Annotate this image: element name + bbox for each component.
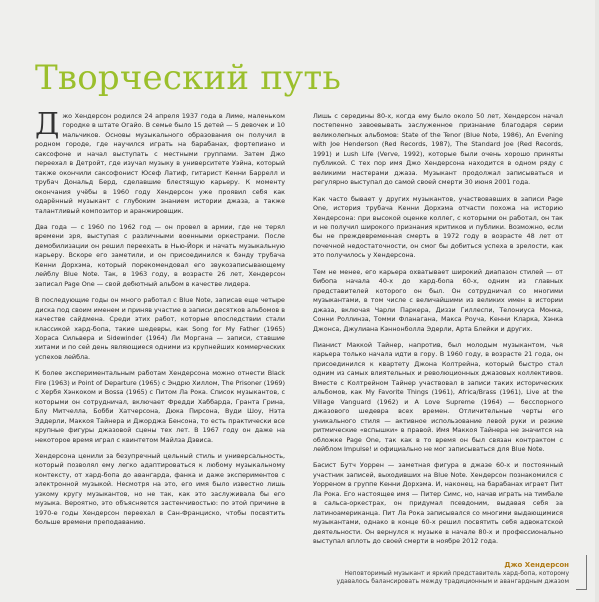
paragraph: Джо Хендерсон родился 24 апреля 1937 года в Лиме, маленьком городке в штате Огайо. В семье было 15 детей — 5 девочек и 10 мальчиков. Основы музыкального образования он получил в родном городе, где научился играть на барабанах, фортепиано и саксофоне и начал выступать с местными группами. Затем Джо переехал в Детройт, где изучал музыку в университете Уэйна, который также окончили саксофонист Юсеф Латиф, гитарист Кенни Баррелл и трубач Дональд Берд, сделавшие блестящую карьеру. К моменту окончания учёбы в 1960 году Хендерсон уже проявил себя как одарённый музыкант с глубоким знанием истории джаза, а также талантливый композитор и аранжировщик. [35, 107, 285, 215]
paragraph: Два года — с 1960 по 1962 год — он провел в армии, где не терял времени зря, выступая с различными военными оркестрами. После демобилизации он решил переехать в Нью-Йорк и начать музыкальную карьеру. Вскоре его заметили, и он присоединился к бэнду трубача Кенни Дорхэма, который порекомендовал его звукозаписывающему лейблу Blue Note. Так, в 1963 году, в возрасте 26 лет, Хендерсон записал Page One — свой дебютный альбом в качестве лидера. [35, 222, 285, 288]
paragraph: Как часто бывает у других музыкантов, участвовавших в записи Page One, история трубача Кенни Дорхэма отчасти похожа на историю Хендерсона: при высокой оценке коллег, с которыми он работал, он так и не получил широкого признания критиков и публики. Возможно, если бы не преждевременная смерть в 1972 году в возрасте 48 лет от почечной недостаточности, он смог бы добиться успеха в зрелости, как это получилось у Хендерсона. [313, 194, 563, 260]
paragraph: Пианист Маккой Тайнер, напротив, был молодым музыкантом, чья карьера только начала идти в гору. В 1960 году, в возрасте 21 года, он присоединился к квартету Джона Колтрейна, который быстро стал одним из самых влиятельных и революционных джазовых коллективов. Вместе с Колтрейном Тайнер участвовал в записи таких исторических альбомов, как My Favorite Things (1961), Africa/Brass (1961), Live at the Village Vanguard (1962) и A Love Supreme (1964) — бесспорного джазового шедевра всех времен. Отличительные черты его уникального стиля — активное использование левой руки и резкие ритмические «вспышки» в правой. Имя Маккоя Тайнера не значится на обложке Page One, так как в то время он был связан контрактом с лейблом Impulse! и официально не мог записываться для Blue Note. [313, 340, 563, 453]
paragraph: Лишь с середины 80-х, когда ему было около 50 лет, Хендерсон начал постепенно завоевывать заслуженное признание благодаря серии великолепных альбомов: State of the Tenor (Blue Note, 1986), An Evening with Joe Henderson (Red Records, 1987), The Standard Joe (Red Records, 1991) и Lush Life (Verve, 1992), которые были очень хорошо приняты публикой. С тех пор имя Джо Хендерсона находится в одном ряду с великими мастерами джаза. Музыкант продолжал записываться и регулярно выступал до самой своей смерти 30 июня 2001 года. [313, 112, 563, 187]
caption-text: Неповторимый музыкант и яркий представитель хард-бопа, которому удавалось балансировать между традиционным и авангардным джазом [336, 570, 569, 585]
photo-caption [319, 560, 569, 586]
left-column [35, 107, 285, 535]
paragraph: Басист Бутч Уоррен — заметная фигура в джазе 60-х и постоянный участник записей, выходивших на Blue Note. Хендерсон познакомился с Уорреном в группе Кенни Дорхэма. И, наконец, на барабанах играет Пит Ла Рока. Его настоящее имя — Питер Симс, но, начав играть на тимбале в сальса-оркестрах, он придумал псевдоним, выдавая себя за латиноамериканца. Пит Ла Рока записывался со многими выдающимися музыкантами, однако в конце 60-х решил посвятить себя адвокатской деятельности. Он вернулся к музыке в начале 80-х и профессионально выступал вплоть до своей смерти в ноябре 2012 года. [313, 461, 563, 546]
page-edge [595, 0, 599, 602]
paragraph: В последующие годы он много работал с Blue Note, записав еще четыре диска под своим именем и приняв участие в записи десятков альбомов в качестве сайдмена. Среди этих работ, которые впоследствии стали классикой хард-бопа, такие шедевры, как Song for My Father (1965) Хораса Сильвера и Sidewinder (1964) Ли Моргана — записи, ставшие хитами и по сей день являющиеся одними из крупнейших коммерческих успехов лейбла. [35, 296, 285, 361]
right-column [313, 112, 563, 553]
paragraph: К более экспериментальным работам Хендерсона можно отнести Black Fire (1963) и Point of Departure (1965) с Эндрю Хиллом, The Prisoner (1969) с Хербя Хэнкоком и Bossa (1965) с Питом Ла Рока. Список музыкантов, с которыми он сотрудничал, включает Фредди Хаббарда, Гранта Грина, Блу Митчелла, Бобби Хатчерсона, Дюка Пирсона, Вуди Шоу, Нэта Эддерли, Маккоя Тайнера и Джорджа Бенсона, то есть практически все крупные фигуры джазовой сцены тех лет. В 1967 году он даже на некоторое время играл с квинтетом Майлза Дэвиса. [35, 369, 285, 444]
caption-name: Джо Хендерсон [504, 561, 569, 569]
corner-mark [576, 555, 587, 590]
paragraph: Тем не менее, его карьера охватывает широкий диапазон стилей — от бибопа начала 40-х до хард-бопа 60-х, одним из главных представителей которого он был. Он сотрудничал со многими музыкантами, в том числе с величайшими из великих имен в истории джаза, включая Чарли Паркера, Диззи Гиллеспи, Телониуса Монка, Сонни Роллинза, Томми Фланагана, Макса Роуча, Кенни Кларка, Хэнка Джонса, Джулиана Кэннонболла Эдерли, Арта Блейки и других. [313, 267, 563, 333]
page-title: Творческий путь [35, 58, 342, 98]
paragraph: Хендерсона ценили за безупречный цельный стиль и универсальность, который позволял ему легко адаптироваться к любому музыкальному контексту, от хард-бопа до авангарда, фанка и даже экспериментов с электронной музыкой. Несмотря на это, его имя было известно лишь узкому кругу музыкантов, но не так, как это заслуживала бы его музыка. Вероятно, это объясняется застенчивостью: по этой причине в 1970-е годы Хендерсон переехал в Сан-Франциско, чтобы посвятить больше времени преподаванию. [35, 451, 285, 527]
